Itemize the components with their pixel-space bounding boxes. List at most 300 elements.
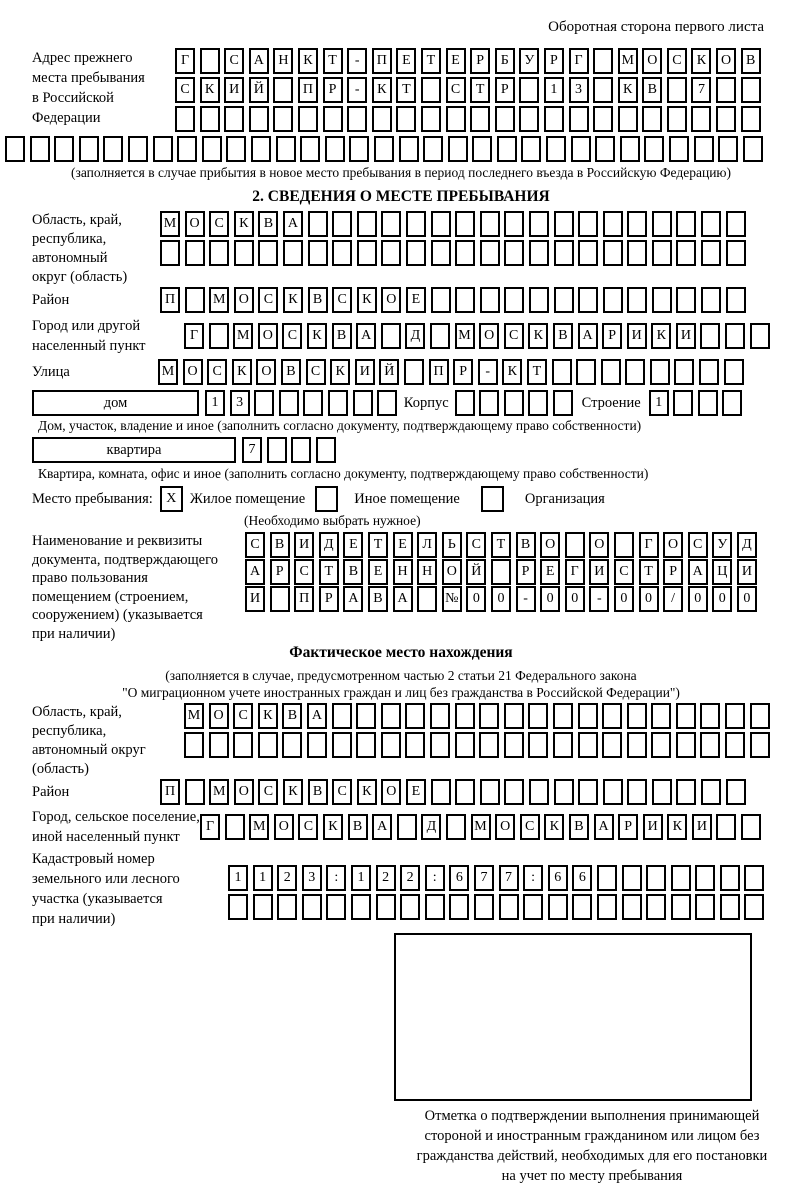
char-cell: Р: [516, 559, 536, 585]
char-cell: Е: [343, 532, 363, 558]
char-cell: Р: [323, 77, 343, 103]
char-cell: [651, 703, 671, 729]
char-cell: С: [298, 814, 318, 840]
char-cell: И: [245, 586, 265, 612]
oblast-row-2: [160, 240, 750, 266]
char-cell: [357, 240, 377, 266]
char-cell: Г: [565, 559, 585, 585]
char-cell: А: [245, 559, 265, 585]
char-cell: Т: [491, 532, 511, 558]
char-cell: В: [281, 359, 301, 385]
char-cell: О: [642, 48, 662, 74]
char-cell: [455, 390, 475, 416]
document-row-1: [245, 532, 761, 558]
char-cell: [529, 287, 549, 313]
stamp-note: Отметка о подтверждении выполнения принимающей стороной и иностранным гражданином или лицом без гражданства действий, необходимых для его постановки на учет по месту пребывания: [416, 1108, 768, 1184]
char-cell: О: [183, 359, 203, 385]
char-cell: [519, 77, 539, 103]
char-cell: [528, 390, 548, 416]
prev-address-row-4: [5, 136, 770, 162]
char-cell: [529, 240, 549, 266]
char-cell: [381, 211, 401, 237]
char-cell: О: [256, 359, 276, 385]
char-cell: С: [332, 287, 352, 313]
char-cell: Б: [495, 48, 515, 74]
char-cell: [328, 390, 348, 416]
section2-title: 2. СВЕДЕНИЯ О МЕСТЕ ПРЕБЫВАНИЯ: [252, 188, 550, 205]
char-cell: И: [737, 559, 757, 585]
char-cell: [622, 894, 642, 920]
char-cell: [421, 106, 441, 132]
char-cell: М: [471, 814, 491, 840]
mesto-prebyvaniya-row: [32, 486, 770, 512]
char-cell: [497, 136, 517, 162]
char-cell: С: [466, 532, 486, 558]
char-cell: К: [298, 48, 318, 74]
char-cell: [700, 703, 720, 729]
kadastr-row-1: [228, 865, 769, 891]
char-cell: Е: [368, 559, 388, 585]
char-cell: [209, 732, 229, 758]
kvartira-row: [32, 437, 770, 463]
char-cell: [449, 894, 469, 920]
char-cell: И: [355, 359, 375, 385]
char-cell: [553, 732, 573, 758]
char-cell: [251, 136, 271, 162]
char-cell: Г: [639, 532, 659, 558]
char-cell: С: [306, 359, 326, 385]
char-cell: [667, 106, 687, 132]
fact-note: (заполняется в случае, предусмотренном частью 2 статьи 21 Федерального закона "О миграционном учете иностранных граждан и лиц без гражданства в Российской Федерации"): [122, 668, 680, 700]
char-cell: С: [446, 77, 466, 103]
char-cell: [54, 136, 74, 162]
mesto-label: Место пребывания:: [32, 491, 153, 507]
char-cell: [578, 779, 598, 805]
char-cell: [446, 106, 466, 132]
dom-row: [32, 390, 770, 416]
char-cell: О: [185, 211, 205, 237]
char-cell: Т: [319, 559, 339, 585]
char-cell: О: [479, 323, 499, 349]
char-cell: -: [347, 48, 367, 74]
char-cell: [529, 779, 549, 805]
char-cell: К: [357, 287, 377, 313]
char-cell: Г: [175, 48, 195, 74]
char-cell: И: [627, 323, 647, 349]
char-cell: М: [209, 779, 229, 805]
char-cell: [455, 732, 475, 758]
char-cell: 0: [712, 586, 732, 612]
char-cell: [282, 732, 302, 758]
char-cell: К: [307, 323, 327, 349]
vybrat-note: (Необходимо выбрать нужное): [244, 513, 421, 528]
dom-box: дом: [32, 390, 199, 416]
char-cell: С: [520, 814, 540, 840]
char-cell: [627, 211, 647, 237]
kvartira-cells: [242, 437, 340, 463]
fact-raion-label: Район: [32, 784, 70, 800]
char-cell: Д: [421, 814, 441, 840]
char-cell: 0: [491, 586, 511, 612]
char-cell: [332, 703, 352, 729]
char-cell: 1: [351, 865, 371, 891]
char-cell: [228, 894, 248, 920]
char-cell: [372, 106, 392, 132]
char-cell: [695, 865, 715, 891]
char-cell: Т: [323, 48, 343, 74]
char-cell: [277, 894, 297, 920]
char-cell: [622, 865, 642, 891]
char-cell: [258, 240, 278, 266]
char-cell: [417, 586, 437, 612]
char-cell: [307, 732, 327, 758]
char-cell: [479, 703, 499, 729]
char-cell: Т: [470, 77, 490, 103]
oblast-block: [32, 211, 770, 287]
char-cell: [716, 106, 736, 132]
char-cell: [405, 703, 425, 729]
fact-raion-row: [32, 779, 770, 805]
stamp-box: [394, 933, 752, 1101]
char-cell: К: [283, 287, 303, 313]
char-cell: [741, 106, 761, 132]
char-cell: А: [343, 586, 363, 612]
char-cell: [504, 211, 524, 237]
char-cell: О: [274, 814, 294, 840]
char-cell: [430, 323, 450, 349]
char-cell: [554, 240, 574, 266]
char-cell: Р: [495, 77, 515, 103]
char-cell: [474, 894, 494, 920]
char-cell: [627, 779, 647, 805]
char-cell: В: [553, 323, 573, 349]
char-cell: [597, 894, 617, 920]
char-cell: Р: [453, 359, 473, 385]
prev-address-block: [32, 48, 770, 135]
char-cell: А: [372, 814, 392, 840]
oblast-label: Область, край, республика, автономный округ (область): [32, 212, 128, 285]
char-cell: [249, 106, 269, 132]
char-cell: [614, 532, 634, 558]
char-cell: М: [160, 211, 180, 237]
char-cell: [446, 814, 466, 840]
char-cell: О: [234, 287, 254, 313]
char-cell: [578, 240, 598, 266]
char-cell: М: [233, 323, 253, 349]
char-cell: [273, 77, 293, 103]
char-cell: [546, 136, 566, 162]
char-cell: [425, 894, 445, 920]
char-cell: [597, 865, 617, 891]
ulitsa-cells: [158, 359, 748, 385]
char-cell: [253, 894, 273, 920]
char-cell: [225, 814, 245, 840]
char-cell: [548, 894, 568, 920]
char-cell: [504, 390, 524, 416]
dom-note: Дом, участок, владение и иное (заполнить согласно документу, подтверждающему право собственности): [38, 418, 642, 433]
char-cell: [602, 703, 622, 729]
char-cell: В: [368, 586, 388, 612]
char-cell: 3: [569, 77, 589, 103]
char-cell: А: [594, 814, 614, 840]
char-cell: Д: [319, 532, 339, 558]
char-cell: [504, 703, 524, 729]
char-cell: К: [667, 814, 687, 840]
char-cell: П: [429, 359, 449, 385]
char-cell: [601, 359, 621, 385]
char-cell: [472, 136, 492, 162]
char-cell: 0: [565, 586, 585, 612]
stroenie-label: Строение: [581, 395, 641, 411]
raion-cells: [160, 287, 750, 313]
char-cell: Й: [466, 559, 486, 585]
char-cell: С: [667, 48, 687, 74]
char-cell: О: [716, 48, 736, 74]
char-cell: Е: [396, 48, 416, 74]
char-cell: [308, 240, 328, 266]
char-cell: [160, 240, 180, 266]
char-cell: В: [569, 814, 589, 840]
char-cell: [175, 106, 195, 132]
char-cell: [480, 211, 500, 237]
char-cell: [202, 136, 222, 162]
prev-address-note: (заполняется в случае прибытия в новое место пребывания в период последнего въезда в Российскую Федерацию): [70, 165, 732, 180]
char-cell: [504, 779, 524, 805]
char-cell: К: [357, 779, 377, 805]
char-cell: [495, 106, 515, 132]
char-cell: Д: [737, 532, 757, 558]
char-cell: В: [348, 814, 368, 840]
char-cell: [177, 136, 197, 162]
char-cell: [300, 136, 320, 162]
kvartira-box: квартира: [32, 437, 236, 463]
char-cell: М: [455, 323, 475, 349]
char-cell: 1: [228, 865, 248, 891]
fact-gorod-row: [32, 807, 770, 847]
fact-title: Фактическое место нахождения: [289, 644, 513, 661]
char-cell: Т: [639, 559, 659, 585]
char-cell: Ц: [712, 559, 732, 585]
char-cell: [283, 240, 303, 266]
char-cell: В: [741, 48, 761, 74]
char-cell: [650, 359, 670, 385]
char-cell: [726, 287, 746, 313]
char-cell: Н: [273, 48, 293, 74]
inoe-label: Иное помещение: [354, 491, 460, 507]
char-cell: [185, 240, 205, 266]
char-cell: 6: [548, 865, 568, 891]
char-cell: [652, 779, 672, 805]
char-cell: [5, 136, 25, 162]
char-cell: А: [578, 323, 598, 349]
char-cell: [676, 240, 696, 266]
char-cell: С: [258, 779, 278, 805]
char-cell: В: [270, 532, 290, 558]
char-cell: [698, 390, 718, 416]
char-cell: [750, 703, 770, 729]
char-cell: К: [528, 323, 548, 349]
char-cell: [397, 814, 417, 840]
char-cell: О: [663, 532, 683, 558]
char-cell: 3: [230, 390, 250, 416]
char-cell: [270, 586, 290, 612]
char-cell: [423, 136, 443, 162]
char-cell: Р: [470, 48, 490, 74]
char-cell: :: [523, 865, 543, 891]
char-cell: [552, 359, 572, 385]
char-cell: [448, 136, 468, 162]
char-cell: Й: [379, 359, 399, 385]
char-cell: [625, 359, 645, 385]
char-cell: [620, 136, 640, 162]
char-cell: [374, 136, 394, 162]
char-cell: [603, 779, 623, 805]
char-cell: [325, 136, 345, 162]
char-cell: Л: [417, 532, 437, 558]
char-cell: [323, 106, 343, 132]
char-cell: [480, 287, 500, 313]
char-cell: [644, 136, 664, 162]
char-cell: 2: [277, 865, 297, 891]
char-cell: О: [234, 779, 254, 805]
char-cell: [504, 240, 524, 266]
zhiloe-checkbox: X: [160, 486, 183, 512]
char-cell: [565, 532, 585, 558]
char-cell: С: [688, 532, 708, 558]
char-cell: С: [614, 559, 634, 585]
char-cell: 0: [540, 586, 560, 612]
char-cell: К: [234, 211, 254, 237]
char-cell: [700, 732, 720, 758]
char-cell: [528, 732, 548, 758]
char-cell: К: [232, 359, 252, 385]
char-cell: :: [425, 865, 445, 891]
char-cell: [431, 211, 451, 237]
char-cell: С: [207, 359, 227, 385]
char-cell: Г: [184, 323, 204, 349]
char-cell: 7: [691, 77, 711, 103]
char-cell: П: [294, 586, 314, 612]
char-cell: М: [618, 48, 638, 74]
char-cell: В: [258, 211, 278, 237]
char-cell: И: [224, 77, 244, 103]
char-cell: П: [160, 779, 180, 805]
char-cell: [701, 240, 721, 266]
prev-address-row-1: [175, 48, 765, 74]
char-cell: [700, 323, 720, 349]
char-cell: [571, 136, 591, 162]
char-cell: [499, 894, 519, 920]
fact-oblast-row-2: [184, 732, 774, 758]
char-cell: И: [589, 559, 609, 585]
char-cell: [627, 287, 647, 313]
char-cell: [725, 732, 745, 758]
char-cell: [618, 106, 638, 132]
char-cell: [226, 136, 246, 162]
char-cell: [523, 894, 543, 920]
char-cell: [356, 732, 376, 758]
char-cell: О: [381, 779, 401, 805]
char-cell: М: [184, 703, 204, 729]
char-cell: [676, 779, 696, 805]
char-cell: С: [504, 323, 524, 349]
document-rows: [245, 532, 761, 615]
org-checkbox: [481, 486, 504, 512]
char-cell: [291, 437, 311, 463]
char-cell: С: [282, 323, 302, 349]
char-cell: [676, 732, 696, 758]
char-cell: [521, 136, 541, 162]
char-cell: [725, 323, 745, 349]
char-cell: [652, 240, 672, 266]
char-cell: [430, 732, 450, 758]
char-cell: Е: [446, 48, 466, 74]
fact-oblast-label: Область, край, республика, автономный округ (область): [32, 704, 146, 777]
char-cell: 1: [253, 865, 273, 891]
char-cell: [455, 211, 475, 237]
char-cell: [103, 136, 123, 162]
char-cell: Е: [393, 532, 413, 558]
char-cell: М: [209, 287, 229, 313]
char-cell: [720, 865, 740, 891]
char-cell: [405, 732, 425, 758]
char-cell: [381, 323, 401, 349]
char-cell: [528, 703, 548, 729]
char-cell: -: [478, 359, 498, 385]
char-cell: [627, 732, 647, 758]
char-cell: [185, 287, 205, 313]
char-cell: [593, 77, 613, 103]
document-block: [32, 532, 770, 643]
char-cell: 6: [572, 865, 592, 891]
char-cell: 1: [649, 390, 669, 416]
char-cell: 0: [639, 586, 659, 612]
char-cell: [273, 106, 293, 132]
char-cell: [578, 703, 598, 729]
char-cell: [554, 287, 574, 313]
fact-gorod-label: Город, сельское поселение, иной населенный пункт: [32, 809, 200, 845]
char-cell: [377, 390, 397, 416]
char-cell: К: [323, 814, 343, 840]
ulitsa-label: Улица: [32, 364, 70, 380]
fact-gorod-cells: [200, 814, 766, 840]
char-cell: [744, 865, 764, 891]
char-cell: [470, 106, 490, 132]
char-cell: [519, 106, 539, 132]
char-cell: [576, 359, 596, 385]
char-cell: [79, 136, 99, 162]
oblast-rows: [160, 211, 750, 269]
char-cell: [276, 136, 296, 162]
char-cell: Н: [417, 559, 437, 585]
char-cell: [743, 136, 763, 162]
raion-label: Район: [32, 292, 70, 308]
char-cell: [455, 779, 475, 805]
document-label: Наименование и реквизиты документа, подтверждающего право пользования помещением (строением, сооружением) (указывается при наличии): [32, 533, 218, 642]
fact-oblast-rows: [184, 703, 774, 761]
char-cell: С: [233, 703, 253, 729]
char-cell: [357, 211, 377, 237]
char-cell: 0: [688, 586, 708, 612]
char-cell: 1: [205, 390, 225, 416]
char-cell: [603, 287, 623, 313]
char-cell: [479, 732, 499, 758]
char-cell: [627, 703, 647, 729]
char-cell: П: [160, 287, 180, 313]
char-cell: [332, 211, 352, 237]
char-cell: [603, 211, 623, 237]
kadastr-block: [32, 849, 770, 929]
